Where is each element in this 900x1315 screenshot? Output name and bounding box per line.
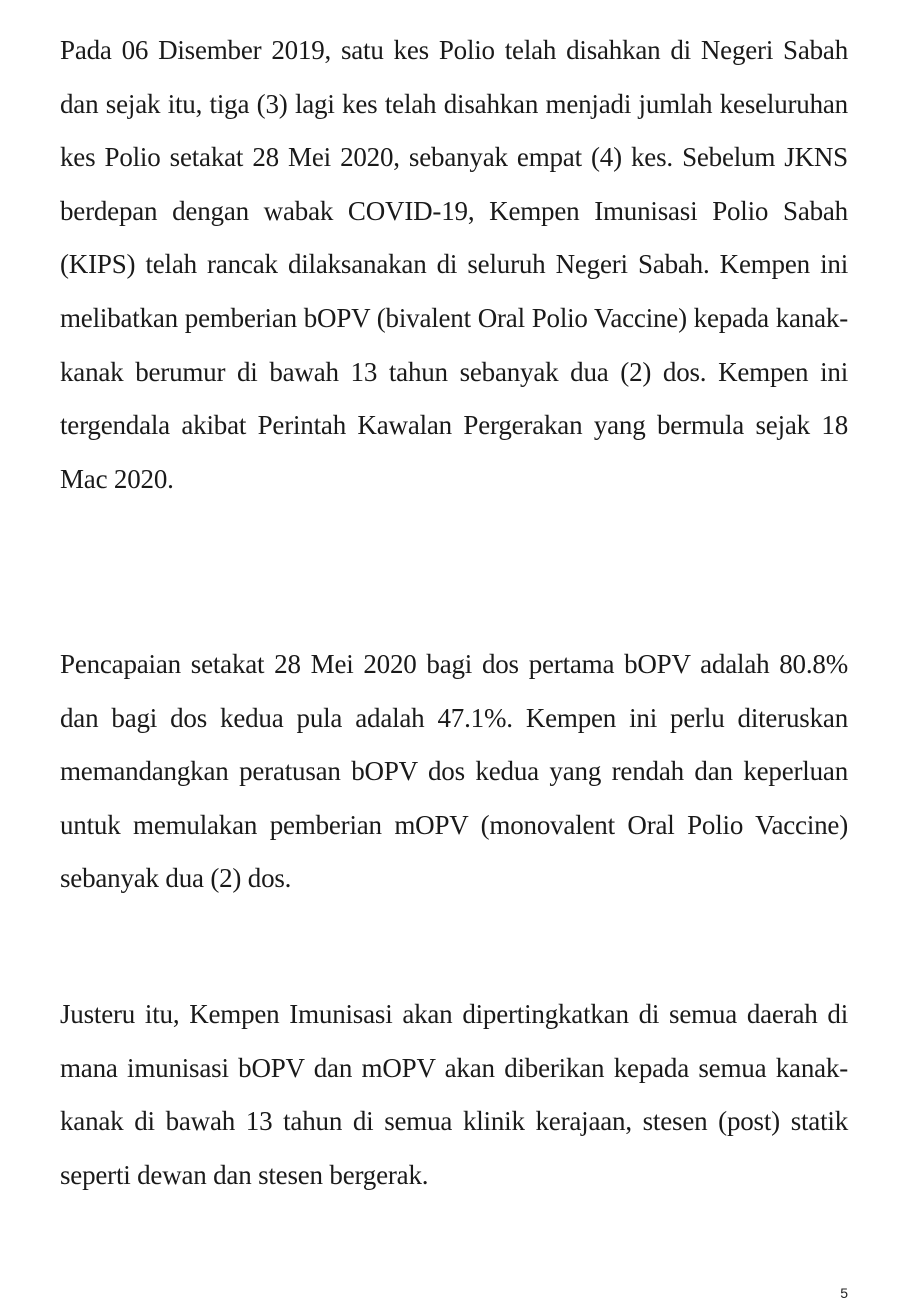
paragraph-polio-cases: Pada 06 Disember 2019, satu kes Polio telah disahkan di Negeri Sabah dan sejak itu, tiga (3) lagi kes telah disahkan menjadi jumlah keseluruhan kes Polio setakat 28 Mei 2020, sebanyak empat (4) kes. Sebelum JKNS berdepan dengan wabak COVID-19, Kempen Imunisasi Polio Sabah (KIPS) telah rancak dilaksanakan di seluruh Negeri Sabah. Kempen ini melibatkan pemberian bOPV (bivalent Oral Polio Vaccine) kepada kanak-kanak berumur di bawah 13 tahun sebanyak dua (2) dos. Kempen ini tergendala akibat Perintah Kawalan Pergerakan yang bermula sejak 18 Mac 2020.: [60, 35, 848, 494]
paragraph-bopv-achievement: Pencapaian setakat 28 Mei 2020 bagi dos pertama bOPV adalah 80.8% dan bagi dos kedua pula adalah 47.1%. Kempen ini perlu diteruskan memandangkan peratusan bOPV dos kedua yang rendah dan keperluan untuk memulakan pemberian mOPV (monovalent Oral Polio Vaccine) sebanyak dua (2) dos.: [60, 649, 848, 894]
paragraph-immunisation-campaign: Justeru itu, Kempen Imunisasi akan dipertingkatkan di semua daerah di mana imunisasi bOPV dan mOPV akan diberikan kepada semua kanak-kanak di bawah 13 tahun di semua klinik kerajaan, stesen (post) statik seperti dewan dan stesen bergerak.: [60, 999, 848, 1190]
page-number: 5: [840, 1285, 848, 1301]
